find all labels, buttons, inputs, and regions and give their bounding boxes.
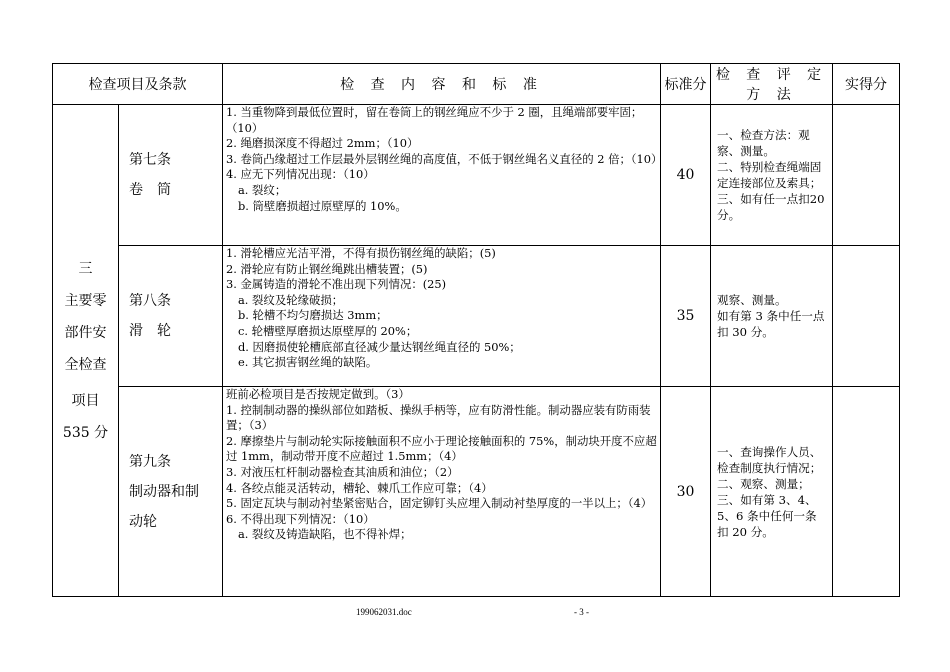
method-line: 一、检查方法：观察、测量。 — [717, 128, 810, 158]
method-line: 二、观察、测量； — [717, 476, 810, 491]
article-score: 40 — [661, 105, 711, 246]
content-line: 5. 固定瓦块与制动衬垫紧密贴合，固定铆钉头应埋入制动衬垫厚度的一半以上；（4） — [226, 496, 653, 511]
content-line: 3. 金属铸造的滑轮不准出现下列情况：(25) — [226, 277, 447, 292]
method-line: 一、查询操作人员、检查制度执行情况； — [717, 444, 822, 475]
content-line: 3. 对液压杠杆制动器检查其油质和油位；（2） — [226, 464, 459, 479]
header-item: 检查项目及条款 — [53, 64, 223, 105]
article-actual — [833, 246, 900, 387]
content-line: c. 轮槽壁厚磨损达原壁厚的 20%； — [238, 323, 418, 338]
header-method: 检 查 评 定 方 法 — [711, 64, 833, 105]
article-method — [711, 246, 833, 387]
content-line: 2. 绳磨损深度不得超过 2mm；（10） — [226, 136, 419, 151]
header-content: 检 查 内 容 和 标 准 — [223, 64, 661, 105]
article-name-line: 第七条 — [129, 152, 171, 168]
content-line: 3. 卷筒凸缘超过工作层最外层钢丝绳的高度值，不低于钢丝绳名义直径的 2 倍；（10） — [226, 151, 663, 166]
article-name-line: 第八条 — [129, 293, 171, 309]
article-name-line: 卷 筒 — [129, 182, 171, 198]
content-line: 4. 应无下列情况出现：（10） — [226, 167, 375, 182]
article-name — [119, 105, 223, 246]
method-line: 如有第 3 条中任一点扣 30 分。 — [717, 309, 825, 339]
article-content — [223, 387, 661, 597]
article-content — [223, 246, 661, 387]
content-line: d. 因磨损使轮槽底部直径减少量达钢丝绳直径的 50%； — [238, 339, 521, 354]
content-line: 6. 不得出现下列情况：（10） — [226, 511, 375, 526]
article-name-line: 滑 轮 — [129, 323, 171, 339]
article-actual — [833, 105, 900, 246]
article-name-line: 第九条 — [129, 453, 171, 470]
content-line: a. 裂纹及轮缘破损； — [238, 292, 344, 307]
header-actual: 实得分 — [833, 64, 900, 105]
section-line: 三 — [78, 260, 93, 277]
section-line: 部件安 — [64, 324, 107, 341]
content-line: a. 裂纹及铸造缺陷，也不得补焊； — [238, 527, 412, 542]
section-line: 项目 — [71, 392, 100, 409]
content-line: 班前必检项目是否按规定做到。（3） — [226, 387, 410, 401]
section-line: 主要零 — [64, 292, 107, 309]
content-line: 4. 各绞点能灵活转动，槽轮、棘爪工作应可靠；（4） — [226, 480, 493, 495]
article-score: 30 — [661, 387, 711, 597]
content-line: 2. 摩擦垫片与制动轮实际接触面积不应小于理论接触面积的 75%，制动块开度不应超过 1mm，制动带开度不应超过 1.5mm；（4） — [226, 433, 657, 464]
header-score: 标准分 — [661, 64, 711, 105]
content-line: 1. 控制制动器的操纵部位如踏板、操纵手柄等，应有防滑性能。制动器应装有防雨装置；（3） — [226, 402, 651, 433]
content-line: e. 其它损害钢丝绳的缺陷。 — [238, 355, 378, 370]
content-line: b. 筒壁磨损超过原壁厚的 10%。 — [238, 198, 407, 213]
article-name-line: 动轮 — [129, 513, 157, 530]
section-line: 535 分 — [62, 424, 109, 441]
article-row-7 — [53, 105, 900, 246]
content-line: 2. 滑轮应有防止钢丝绳跳出槽装置；(5) — [226, 261, 428, 276]
footer-page-number: - 3 - — [574, 607, 589, 617]
section-label — [53, 105, 119, 597]
article-method — [711, 105, 833, 246]
method-line: 三、如有第 3、4、5、6 条中任何一条扣 20 分。 — [717, 492, 817, 539]
article-row-9 — [53, 387, 900, 597]
article-name — [119, 246, 223, 387]
inspection-table — [52, 63, 900, 597]
article-actual — [833, 387, 900, 597]
method-line: 三、如有任一点扣20分。 — [717, 192, 825, 222]
content-line: 1. 当重物降到最低位置时，留在卷筒上的钢丝绳应不少于 2 圈，且绳端部要牢固；（10） — [226, 105, 643, 135]
article-score: 35 — [661, 246, 711, 387]
method-line: 二、特别检查绳端固定连接部位及索具； — [717, 160, 822, 190]
article-name-line: 制动器和制 — [129, 483, 199, 500]
method-line: 观察、测量。 — [717, 293, 787, 307]
article-row-8 — [53, 246, 900, 387]
article-name — [119, 387, 223, 597]
article-content — [223, 105, 661, 246]
content-line: b. 轮槽不均匀磨损达 3mm； — [238, 308, 388, 323]
content-line: a. 裂纹； — [238, 182, 287, 197]
footer-filename: 199062031.doc — [356, 607, 412, 617]
section-line: 全检查 — [64, 356, 107, 373]
header-row — [53, 64, 900, 105]
content-line: 1. 滑轮槽应光洁平滑，不得有损伤钢丝绳的缺陷；(5) — [226, 246, 496, 260]
article-method — [711, 387, 833, 597]
